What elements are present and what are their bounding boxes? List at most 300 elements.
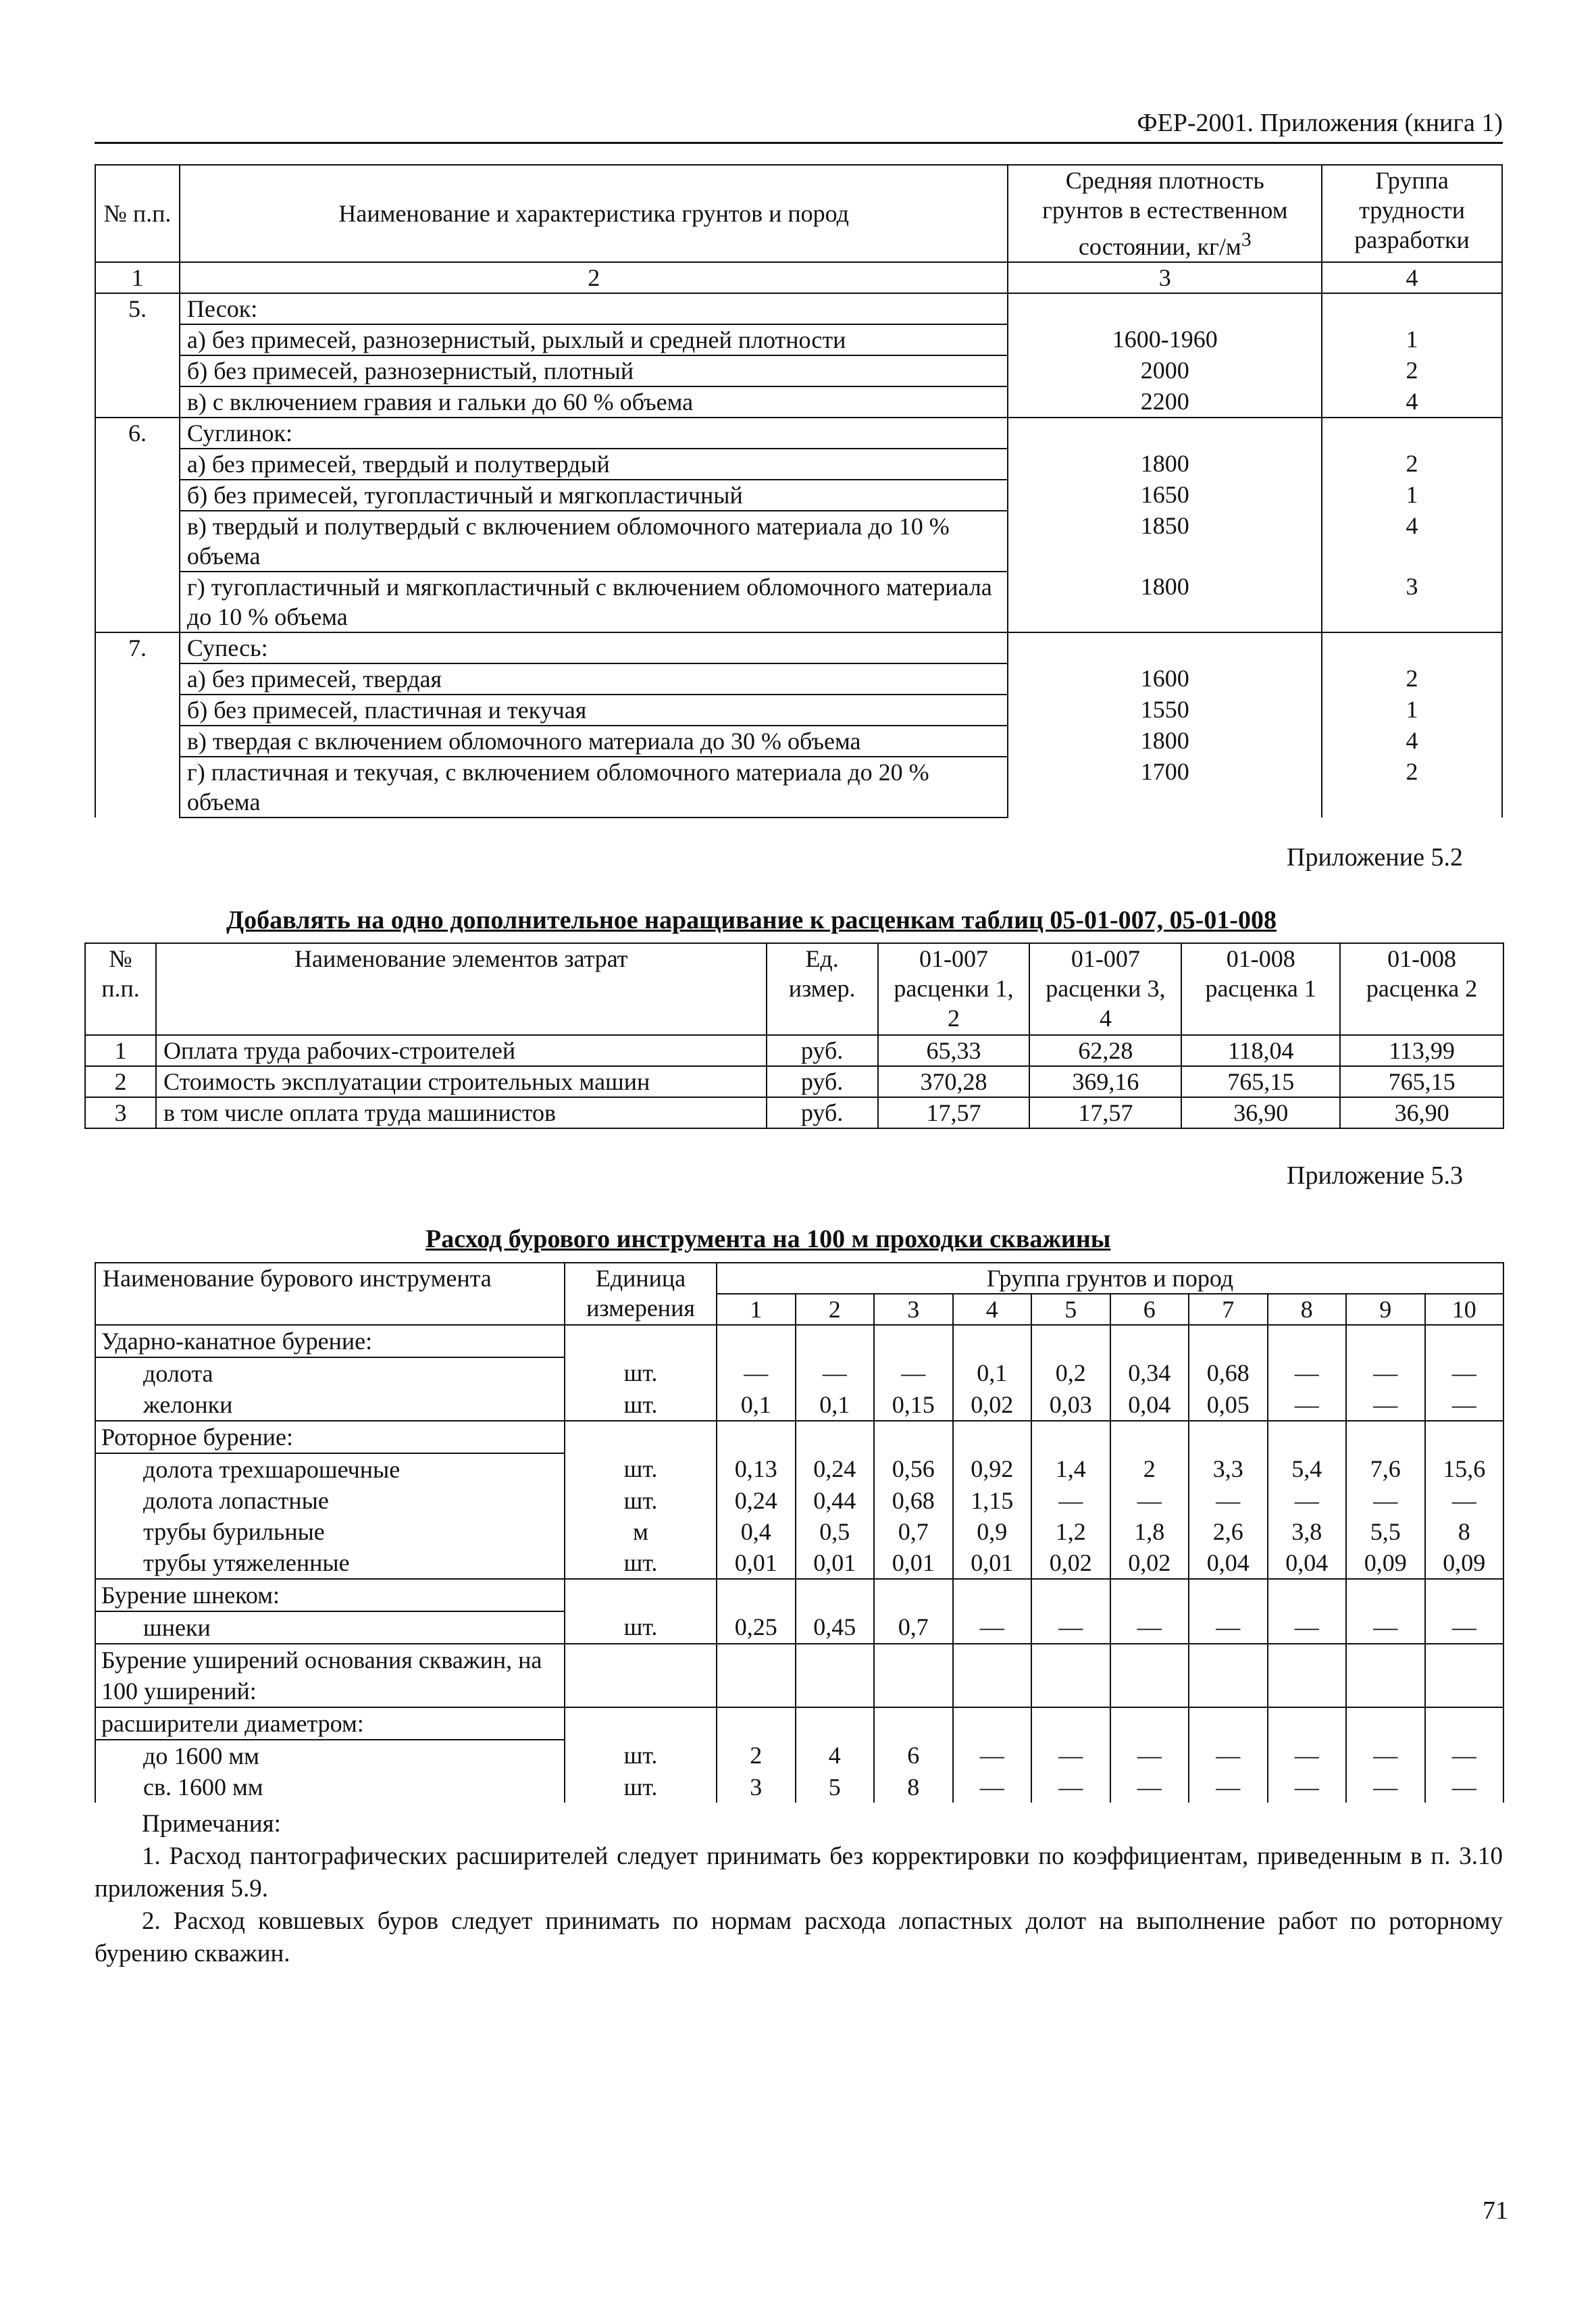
soil-density: 1800	[1008, 449, 1322, 480]
soil-row	[95, 355, 1502, 386]
running-title: ФЕР-2001. Приложения (книга 1)	[1137, 109, 1503, 137]
tool-value: —	[1189, 1485, 1268, 1516]
tool-value: 3	[717, 1771, 796, 1803]
cost-row	[85, 1066, 1503, 1097]
tool-name: долота	[95, 1357, 565, 1389]
empty-cell	[1110, 1421, 1189, 1453]
col-header-unit: Единица измерения	[565, 1263, 717, 1325]
empty-cell	[1031, 1325, 1110, 1357]
empty-cell	[1110, 1579, 1189, 1611]
group-number: 2	[796, 1294, 875, 1325]
soil-row	[95, 695, 1502, 726]
soil-group: 4	[1322, 386, 1502, 418]
tool-value: —	[1268, 1740, 1347, 1771]
empty-cell	[1346, 1644, 1425, 1707]
empty-cell	[1322, 632, 1502, 663]
empty-cell	[796, 1644, 875, 1707]
col-header-density: Средняя плотность грунтов в естественном состоянии, $кг/м^3$	[1008, 165, 1322, 262]
tool-value: 0,1	[953, 1357, 1032, 1389]
tool-value: —	[1110, 1740, 1189, 1771]
empty-cell	[717, 1421, 796, 1453]
running-header	[95, 108, 1503, 144]
column-header: Ед. измер.	[767, 943, 878, 1035]
tool-value: 0,13	[717, 1453, 796, 1485]
tool-row	[95, 1611, 1503, 1644]
tool-row	[95, 1453, 1503, 1485]
column-header: 01-008 расценка 2	[1340, 943, 1503, 1035]
section-row	[95, 1325, 1503, 1357]
group-number: 8	[1268, 1294, 1347, 1325]
col-header-name: Наименование и характеристика грунтов и пород	[180, 165, 1008, 262]
empty-cell	[95, 663, 180, 695]
tool-value: 1,8	[1110, 1516, 1189, 1547]
tool-name: до 1600 мм	[95, 1740, 565, 1771]
cost-value: 370,28	[878, 1066, 1030, 1097]
col-header-group: Группа грунтов и пород	[717, 1263, 1503, 1294]
empty-cell	[95, 572, 180, 632]
tool-value: 0,04	[1189, 1547, 1268, 1579]
tool-name: св. 1600 мм	[95, 1771, 565, 1803]
tool-row	[95, 1516, 1503, 1547]
tool-value: 0,7	[874, 1611, 953, 1644]
tool-name: трубы бурильные	[95, 1516, 565, 1547]
tool-value: —	[1268, 1357, 1347, 1389]
tool-unit: шт.	[565, 1453, 717, 1485]
cost-row	[85, 1097, 1503, 1128]
tool-unit: шт.	[565, 1547, 717, 1579]
empty-cell	[95, 695, 180, 726]
empty-cell	[1268, 1579, 1347, 1611]
tool-value: 0,68	[1189, 1357, 1268, 1389]
section-title: расширители диаметром:	[95, 1707, 565, 1740]
tool-name: долота лопастные	[95, 1485, 565, 1516]
empty-cell	[1031, 1707, 1110, 1740]
soil-group: 2	[1322, 663, 1502, 695]
soil-density: 1800	[1008, 726, 1322, 757]
tool-value: 0,24	[717, 1485, 796, 1516]
empty-cell	[95, 511, 180, 572]
tool-name: шнеки	[95, 1611, 565, 1644]
column-number: 3	[1008, 262, 1322, 293]
empty-cell	[1268, 1421, 1347, 1453]
cost-value: 65,33	[878, 1035, 1030, 1066]
col-header-group: Группа трудности разработки	[1322, 165, 1502, 262]
tool-row	[95, 1771, 1503, 1803]
appendix-5-3-title: Расход бурового инструмента на 100 м проходки скважины	[426, 1225, 1111, 1253]
tool-row	[95, 1740, 1503, 1771]
tool-value: —	[1346, 1389, 1425, 1421]
soil-density: 1650	[1008, 480, 1322, 511]
tool-value: 0,9	[953, 1516, 1032, 1547]
tool-value: —	[796, 1357, 875, 1389]
section-number: 5.	[95, 293, 180, 324]
empty-cell	[1110, 1325, 1189, 1357]
tool-value: 0,1	[717, 1389, 796, 1421]
tool-value: 0,01	[796, 1547, 875, 1579]
empty-cell	[796, 1421, 875, 1453]
tool-value: 0,56	[874, 1453, 953, 1485]
cost-value: 36,90	[1340, 1097, 1503, 1128]
column-header: № п.п.	[85, 943, 156, 1035]
empty-cell	[1346, 1707, 1425, 1740]
empty-cell	[565, 1707, 717, 1740]
tool-value: —	[1189, 1740, 1268, 1771]
section-title: Бурение шнеком:	[95, 1579, 565, 1611]
tool-unit: шт.	[565, 1611, 717, 1644]
cost-value: 369,16	[1029, 1066, 1181, 1097]
tool-value: 6	[874, 1740, 953, 1771]
tool-value: 5,4	[1268, 1453, 1347, 1485]
tool-unit: шт.	[565, 1485, 717, 1516]
column-header: 01-007 расценки 3, 4	[1029, 943, 1181, 1035]
empty-cell	[796, 1707, 875, 1740]
empty-cell	[1008, 293, 1322, 324]
cost-name: в том числе оплата труда машинистов	[156, 1097, 767, 1128]
tool-value: —	[953, 1611, 1032, 1644]
tool-unit: шт.	[565, 1389, 717, 1421]
empty-cell	[1346, 1325, 1425, 1357]
empty-cell	[953, 1579, 1032, 1611]
row-number: 3	[85, 1097, 156, 1128]
section-row	[95, 1421, 1503, 1453]
soil-name: в) твердая с включением обломочного материала до 30 % объема	[180, 726, 1008, 757]
tool-value: 0,05	[1189, 1389, 1268, 1421]
empty-cell	[874, 1579, 953, 1611]
empty-cell	[717, 1644, 796, 1707]
cost-value: 118,04	[1181, 1035, 1340, 1066]
tool-name: долота трехшарошечные	[95, 1453, 565, 1485]
empty-cell	[1031, 1644, 1110, 1707]
soil-name: б) без примесей, тугопластичный и мягкопластичный	[180, 480, 1008, 511]
tool-value: 0,5	[796, 1516, 875, 1547]
section-title: Суглинок:	[180, 418, 1008, 449]
soil-row	[95, 480, 1502, 511]
column-header: 01-008 расценка 1	[1181, 943, 1340, 1035]
tool-row	[95, 1389, 1503, 1421]
tool-value: —	[1425, 1611, 1504, 1644]
tool-value: 0,02	[953, 1389, 1032, 1421]
soil-row	[95, 386, 1502, 418]
soil-name: г) тугопластичный и мягкопластичный с включением обломочного материала до 10 % объема	[180, 572, 1008, 632]
tool-value: —	[953, 1740, 1032, 1771]
empty-cell	[1110, 1707, 1189, 1740]
soil-group: 1	[1322, 324, 1502, 355]
tool-value: 0,34	[1110, 1357, 1189, 1389]
soil-group: 3	[1322, 572, 1502, 632]
tool-value: —	[1346, 1611, 1425, 1644]
tool-row	[95, 1547, 1503, 1579]
tool-value: 5,5	[1346, 1516, 1425, 1547]
empty-cell	[953, 1644, 1032, 1707]
group-number: 10	[1425, 1294, 1504, 1325]
group-number: 5	[1031, 1294, 1110, 1325]
empty-cell	[95, 355, 180, 386]
tool-value: 0,09	[1346, 1547, 1425, 1579]
section-row	[95, 632, 1502, 663]
section-row	[95, 1707, 1503, 1740]
row-number: 1	[85, 1035, 156, 1066]
notes	[95, 1808, 1503, 1970]
tool-unit: шт.	[565, 1771, 717, 1803]
tool-value: 5	[796, 1771, 875, 1803]
tool-value: —	[1189, 1611, 1268, 1644]
tool-value: —	[717, 1357, 796, 1389]
tool-value: 0,45	[796, 1611, 875, 1644]
empty-cell	[953, 1325, 1032, 1357]
group-number: 6	[1110, 1294, 1189, 1325]
appendix-5-2-title: Добавлять на одно дополнительное наращивание к расценкам таблиц 05-01-007, 05-01-008	[226, 906, 1277, 934]
empty-cell	[1031, 1421, 1110, 1453]
empty-cell	[953, 1707, 1032, 1740]
tool-value: 0,44	[796, 1485, 875, 1516]
tool-value: 0,24	[796, 1453, 875, 1485]
soil-row	[95, 572, 1502, 632]
section-title: Роторное бурение:	[95, 1421, 565, 1453]
tool-value: —	[1110, 1485, 1189, 1516]
section-title: Бурение уширений основания скважин, на 100 уширений:	[95, 1644, 565, 1707]
empty-cell	[565, 1579, 717, 1611]
empty-cell	[1268, 1644, 1347, 1707]
tool-value: 0,02	[1031, 1547, 1110, 1579]
empty-cell	[95, 480, 180, 511]
tool-value: —	[1031, 1740, 1110, 1771]
empty-cell	[874, 1644, 953, 1707]
tool-value: —	[1425, 1389, 1504, 1421]
column-number: 4	[1322, 262, 1502, 293]
tool-row	[95, 1357, 1503, 1389]
tool-row	[95, 1485, 1503, 1516]
empty-cell	[95, 324, 180, 355]
tool-value: —	[953, 1771, 1032, 1803]
tool-value: 0,09	[1425, 1547, 1504, 1579]
tool-value: —	[1346, 1740, 1425, 1771]
soil-row	[95, 324, 1502, 355]
empty-cell	[1189, 1707, 1268, 1740]
empty-cell	[1031, 1579, 1110, 1611]
additional-cost-table	[84, 942, 1504, 1129]
empty-cell	[1268, 1707, 1347, 1740]
soil-density: 1800	[1008, 572, 1322, 632]
cost-value: 113,99	[1340, 1035, 1503, 1066]
empty-cell	[565, 1325, 717, 1357]
column-header: Наименование элементов затрат	[156, 943, 767, 1035]
tool-value: 0,7	[874, 1516, 953, 1547]
tool-value: 0,92	[953, 1453, 1032, 1485]
tool-value: —	[1110, 1611, 1189, 1644]
soil-group: 2	[1322, 355, 1502, 386]
column-number: 1	[95, 262, 180, 293]
empty-cell	[1425, 1325, 1504, 1357]
cost-value: 765,15	[1340, 1066, 1503, 1097]
empty-cell	[874, 1707, 953, 1740]
tool-value: 8	[874, 1771, 953, 1803]
group-number: 4	[953, 1294, 1032, 1325]
soil-name: б) без примесей, разнозернистый, плотный	[180, 355, 1008, 386]
empty-cell	[717, 1325, 796, 1357]
tool-value: 2	[717, 1740, 796, 1771]
empty-cell	[717, 1579, 796, 1611]
soil-group: 2	[1322, 757, 1502, 818]
notes-title: Примечания:	[142, 1810, 281, 1838]
tool-value: 1,2	[1031, 1516, 1110, 1547]
appendix-5-3-label: Приложение 5.3	[1287, 1161, 1463, 1190]
cost-value: 17,57	[1029, 1097, 1181, 1128]
soil-density: 1850	[1008, 511, 1322, 572]
empty-cell	[1268, 1325, 1347, 1357]
col-header-num: № п.п.	[95, 165, 180, 262]
soil-group: 1	[1322, 695, 1502, 726]
group-number: 7	[1189, 1294, 1268, 1325]
soil-group: 1	[1322, 480, 1502, 511]
cost-value: 765,15	[1181, 1066, 1340, 1097]
tool-value: —	[1425, 1357, 1504, 1389]
soil-name: в) с включением гравия и гальки до 60 % объема	[180, 386, 1008, 418]
empty-cell	[717, 1707, 796, 1740]
tool-value: —	[1189, 1771, 1268, 1803]
tool-value: 15,6	[1425, 1453, 1504, 1485]
tool-value: —	[1031, 1771, 1110, 1803]
cost-value: 62,28	[1029, 1035, 1181, 1066]
section-title: Супесь:	[180, 632, 1008, 663]
empty-cell	[874, 1325, 953, 1357]
soil-name: в) твердый и полутвердый с включением обломочного материала до 10 % объема	[180, 511, 1008, 572]
empty-cell	[1425, 1707, 1504, 1740]
empty-cell	[796, 1579, 875, 1611]
group-number: 1	[717, 1294, 796, 1325]
column-numbers-row	[95, 262, 1502, 293]
tool-value: —	[1268, 1389, 1347, 1421]
soil-group: 4	[1322, 726, 1502, 757]
tool-name: желонки	[95, 1389, 565, 1421]
soil-density: 1550	[1008, 695, 1322, 726]
tool-value: —	[1268, 1771, 1347, 1803]
tool-value: —	[1425, 1771, 1504, 1803]
empty-cell	[1189, 1579, 1268, 1611]
empty-cell	[1008, 632, 1322, 663]
empty-cell	[1346, 1579, 1425, 1611]
cost-name: Стоимость эксплуатации строительных машин	[156, 1066, 767, 1097]
empty-cell	[95, 386, 180, 418]
tool-value: 2,6	[1189, 1516, 1268, 1547]
tool-value: —	[1346, 1485, 1425, 1516]
tool-unit: шт.	[565, 1357, 717, 1389]
group-number: 9	[1346, 1294, 1425, 1325]
empty-cell	[565, 1421, 717, 1453]
soil-row	[95, 726, 1502, 757]
empty-cell	[874, 1421, 953, 1453]
soil-group: 2	[1322, 449, 1502, 480]
empty-cell	[1425, 1421, 1504, 1453]
soil-name: а) без примесей, разнозернистый, рыхлый и средней плотности	[180, 324, 1008, 355]
empty-cell	[1110, 1644, 1189, 1707]
tool-unit: шт.	[565, 1740, 717, 1771]
appendix-5-2-label: Приложение 5.2	[1287, 843, 1463, 872]
tool-value: 1,15	[953, 1485, 1032, 1516]
soil-density: 1600-1960	[1008, 324, 1322, 355]
empty-cell	[953, 1421, 1032, 1453]
tool-value: 2	[1110, 1453, 1189, 1485]
tool-value: 0,68	[874, 1485, 953, 1516]
soil-density: 1700	[1008, 757, 1322, 818]
column-header: 01-007 расценки 1, 2	[878, 943, 1030, 1035]
section-row	[95, 418, 1502, 449]
tool-value: 3,8	[1268, 1516, 1347, 1547]
tool-value: 0,25	[717, 1611, 796, 1644]
empty-cell	[796, 1325, 875, 1357]
tool-value: 3,3	[1189, 1453, 1268, 1485]
empty-cell	[1322, 418, 1502, 449]
cost-unit: руб.	[767, 1066, 878, 1097]
tool-value: —	[1268, 1611, 1347, 1644]
cost-unit: руб.	[767, 1035, 878, 1066]
empty-cell	[565, 1644, 717, 1707]
empty-cell	[1189, 1421, 1268, 1453]
cost-name: Оплата труда рабочих-строителей	[156, 1035, 767, 1066]
soil-density: 1600	[1008, 663, 1322, 695]
tool-value: —	[1268, 1485, 1347, 1516]
tool-value: 0,2	[1031, 1357, 1110, 1389]
tool-value: 8	[1425, 1516, 1504, 1547]
cost-value: 17,57	[878, 1097, 1030, 1128]
tool-value: —	[1425, 1740, 1504, 1771]
tool-value: 7,6	[1346, 1453, 1425, 1485]
tool-value: —	[1346, 1771, 1425, 1803]
empty-cell	[95, 726, 180, 757]
tool-value: 0,03	[1031, 1389, 1110, 1421]
tool-value: 0,01	[717, 1547, 796, 1579]
section-number: 7.	[95, 632, 180, 663]
col-header-tool: Наименование бурового инструмента	[95, 1263, 565, 1325]
empty-cell	[1008, 418, 1322, 449]
tool-value: 0,02	[1110, 1547, 1189, 1579]
cost-unit: руб.	[767, 1097, 878, 1128]
section-number: 6.	[95, 418, 180, 449]
empty-cell	[1322, 293, 1502, 324]
drilling-tool-table	[95, 1262, 1504, 1803]
soil-name: г) пластичная и текучая, с включением обломочного материала до 20 % объема	[180, 757, 1008, 818]
soil-row	[95, 663, 1502, 695]
section-row	[95, 293, 1502, 324]
note-2: 2. Расход ковшевых буров следует принимать по нормам расхода лопастных долот на выполнение работ по роторному бурению скважин.	[95, 1907, 1503, 1967]
soil-row	[95, 757, 1502, 818]
tool-value: —	[1031, 1485, 1110, 1516]
tool-value: 4	[796, 1740, 875, 1771]
soil-name: а) без примесей, твердый и полутвердый	[180, 449, 1008, 480]
section-title: Песок:	[180, 293, 1008, 324]
group-number: 3	[874, 1294, 953, 1325]
empty-cell	[1189, 1325, 1268, 1357]
empty-cell	[1346, 1421, 1425, 1453]
tool-name: трубы утяжеленные	[95, 1547, 565, 1579]
page-number: 71	[1483, 2196, 1508, 2225]
empty-cell	[1189, 1644, 1268, 1707]
soil-density: 2200	[1008, 386, 1322, 418]
cost-value: 36,90	[1181, 1097, 1340, 1128]
tool-value: 0,1	[796, 1389, 875, 1421]
tool-value: 1,4	[1031, 1453, 1110, 1485]
column-number: 2	[180, 262, 1008, 293]
soil-density: 2000	[1008, 355, 1322, 386]
section-title: Ударно-канатное бурение:	[95, 1325, 565, 1357]
note-1: 1. Расход пантографических расширителей следует принимать без корректировки по коэффициентам, приведенным в п. 3.10 приложения 5.9.	[95, 1842, 1503, 1903]
soil-row	[95, 449, 1502, 480]
section-row	[95, 1579, 1503, 1611]
cost-row	[85, 1035, 1503, 1066]
empty-cell	[95, 449, 180, 480]
tool-value: 0,04	[1110, 1389, 1189, 1421]
tool-value: 0,15	[874, 1389, 953, 1421]
empty-cell	[95, 757, 180, 818]
